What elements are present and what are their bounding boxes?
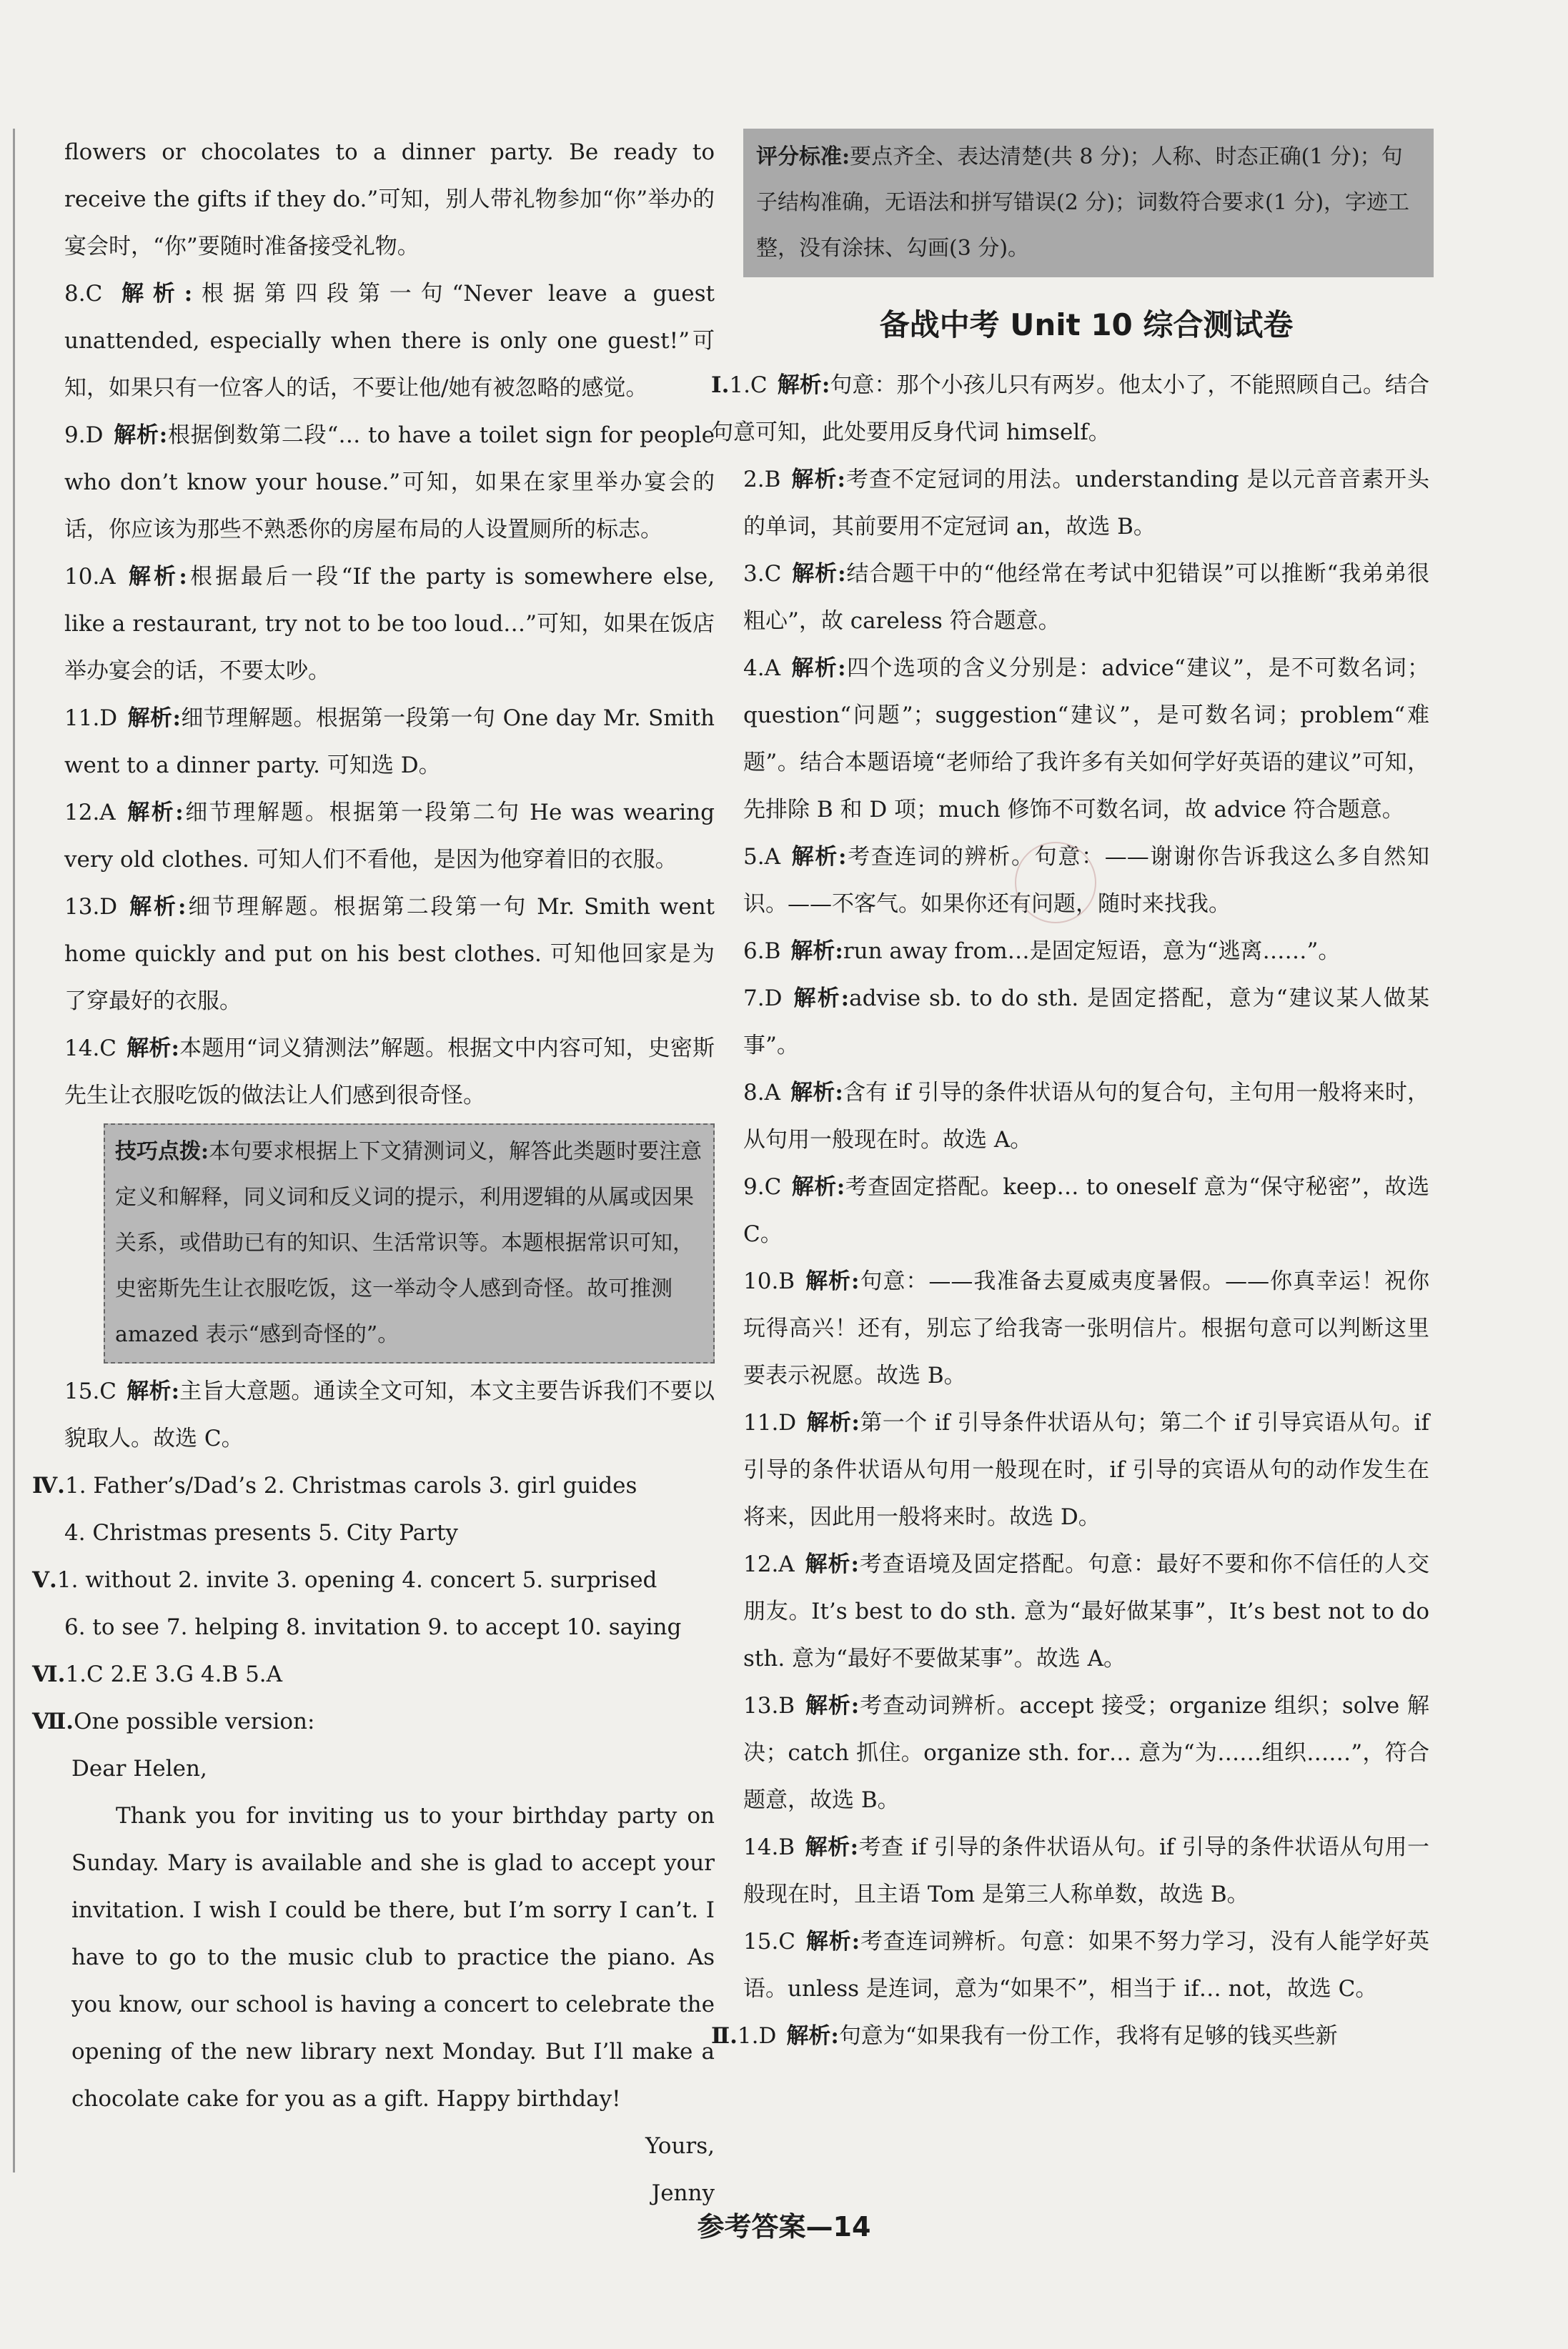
answer-item-r4: 4.A 解析:四个选项的含义分别是：advice“建议”，是不可数名词；question“问题”；suggestion“建议”，是可数名词；problem“难题”。结合本题语境“老师给了我许多有关如何学好英语的建议”可知，先排除 B 和 D 项；much 修饰不可数名词，故 advice 符合题意。 <box>743 655 1429 823</box>
answer-item-r10: 10.B 解析:句意：——我准备去夏威夷度暑假。——你真幸运！祝你玩得高兴！还有，别忘了给我寄一张明信片。根据句意可以判断这里要表示祝愿。故选 B。 <box>743 1268 1429 1389</box>
letter-body: Thank you for inviting us to your birthday party on Sunday. Mary is available and she is glad to accept your invitation. I wish I could be there, but I’m sorry I can’t. I have to go to the music club to practice the piano. As you know, our school is having a concert to celebrate the opening of the new library next Monday. But I’ll make a chocolate cake for you as a gift. Happy birthday! <box>71 1803 715 2112</box>
answer-item-r9: 9.C 解析:考查固定搭配。keep… to oneself 意为“保守秘密”，故选 C。 <box>743 1174 1429 1247</box>
answer-item-9: 9.D 解析:根据倒数第二段“… to have a toilet sign for people who don’t know your house.”可知，如果在家里举办宴会的话，你应该为那些不熟悉你的房屋布局的人设置厕所的标志。 <box>64 422 715 542</box>
section-5-line2: 6. to see 7. helping 8. invitation 9. to accept 10. saying <box>64 1614 682 1640</box>
answer-item-r3: 3.C 解析:结合题干中的“他经常在考试中犯错误”可以推断“我弟弟很粗心”，故 careless 符合题意。 <box>743 561 1429 634</box>
letter-closing: Yours, <box>645 2133 715 2159</box>
margin-rule <box>13 129 15 2172</box>
answer-item-r12: 12.A 解析:考查语境及固定搭配。句意：最好不要和你不信任的人交朋友。It’s best to do sth. 意为“最好做某事”，It’s best not to do sth. 意为“最好不要做某事”。故选 A。 <box>743 1551 1429 1672</box>
section-title: 备战中考 Unit 10 综合测试卷 <box>879 307 1294 342</box>
answer-item-12: 12.A 解析:细节理解题。根据第一段第二句 He was wearing very old clothes. 可知人们不看他，是因为他穿着旧的衣服。 <box>64 800 715 873</box>
answer-item-r11: 11.D 解析:第一个 if 引导条件状语从句；第二个 if 引导宾语从句。if 引导的条件状语从句用一般现在时，if 引导的宾语从句的动作发生在将来，因此用一般将来时。故选 D。 <box>743 1410 1429 1530</box>
answer-item-r6: 6.B 解析:run away from…是固定短语，意为“逃离……”。 <box>743 938 1341 964</box>
answer-item-r2: 2.B 解析:考查不定冠词的用法。understanding 是以元音音素开头的单词，其前要用不定冠词 an，故选 B。 <box>743 467 1429 540</box>
answer-item-8: 8.C 解析:根据第四段第一句“Never leave a guest unattended, especially when there is only one guest!”可知，如果只有一位客人的话，不要让他/她有被忽略的感觉。 <box>64 281 715 401</box>
answer-item-r8: 8.A 解析:含有 if 引导的条件状语从句的复合句，主句用一般将来时，从句用一般现在时。故选 A。 <box>743 1080 1430 1153</box>
answer-item-r14: 14.B 解析:考查 if 引导的条件状语从句。if 引导的条件状语从句用一般现在时，且主语 Tom 是第三人称单数，故选 B。 <box>743 1834 1429 1907</box>
section-2-item-1: Ⅱ.1.D 解析:句意为“如果我有一份工作，我将有足够的钱买些新 <box>711 2023 1338 2049</box>
letter-signature: Jenny <box>651 2180 715 2206</box>
letter-greeting: Dear Helen, <box>71 1756 207 1782</box>
answer-item-r5: 5.A 解析:考查连词的辨析。句意：——谢谢你告诉我这么多自然知识。——不客气。如果你还有问题，随时来找我。 <box>743 844 1429 917</box>
section-4: Ⅳ.1. Father’s/Dad’s 2. Christmas carols 3. girl guides <box>32 1473 637 1499</box>
answer-item-10: 10.A 解析:根据最后一段“If the party is somewhere else, like a restaurant, try not to be too loud…”可知，如果在饭店举办宴会的话，不要太吵。 <box>64 564 715 684</box>
answer-item-r13: 13.B 解析:考查动词辨析。accept 接受；organize 组织；solve 解决；catch 抓住。organize sth. for… 意为“为……组织……”，符合题意，故选 B。 <box>743 1693 1429 1813</box>
left-column <box>32 129 715 2217</box>
section-7: Ⅶ.One possible version: <box>32 1709 315 1734</box>
section-4-line2: 4. Christmas presents 5. City Party <box>64 1520 458 1546</box>
answer-item-13: 13.D 解析:细节理解题。根据第二段第一句 Mr. Smith went home quickly and put on his best clothes. 可知他回家是为了穿最好的衣服。 <box>64 894 715 1014</box>
page-footer: 参考答案—14 <box>697 2211 871 2243</box>
answer-item-r15: 15.C 解析:考查连词辨析。句意：如果不努力学习，没有人能学好英语。unless 是连词，意为“如果不”，相当于 if… not，故选 C。 <box>743 1929 1429 2002</box>
scoring-criteria-box: 评分标准:要点齐全、表达清楚(共 8 分)；人称、时态正确(1 分)；句子结构准确，无语法和拼写错误(2 分)；词数符合要求(1 分)，字迹工整，没有涂抹、勾画(3 分)。 <box>743 129 1434 277</box>
section-5: Ⅴ.1. without 2. invite 3. opening 4. concert 5. surprised <box>32 1567 658 1593</box>
answer-item-r1: Ⅰ.1.C 解析:句意：那个小孩儿只有两岁。他太小了，不能照顾自己。结合句意可知，此处要用反身代词 himself。 <box>711 372 1429 445</box>
answer-item: flowers or chocolates to a dinner party. Be ready to receive the gifts if they do.”可知，别人带礼物参加“你”举办的宴会时，“你”要随时准备接受礼物。 <box>64 139 715 259</box>
answer-item-14: 14.C 解析:本题用“词义猜测法”解题。根据文中内容可知，史密斯先生让衣服吃饭的做法让人们感到很奇怪。 <box>64 1036 715 1108</box>
homework-stamp <box>1015 842 1096 923</box>
tip-box: 技巧点拨:本句要求根据上下文猜测词义，解答此类题时要注意定义和解释，同义词和反义词的提示，利用逻辑的从属或因果关系，或借助已有的知识、生活常识等。本题根据常识可知，史密斯先生让衣服吃饭，这一举动令人感到奇怪。故可推测 amazed 表示“感到奇怪的”。 <box>104 1123 715 1364</box>
answer-item-r7: 7.D 解析:advise sb. to do sth. 是固定搭配，意为“建议某人做某事”。 <box>743 985 1429 1058</box>
answer-item-11: 11.D 解析:细节理解题。根据第一段第一句 One day Mr. Smith went to a dinner party. 可知选 D。 <box>64 705 715 778</box>
right-column <box>711 129 1430 2060</box>
answer-item-15: 15.C 解析:主旨大意题。通读全文可知，本文主要告诉我们不要以貌取人。故选 C。 <box>64 1379 715 1451</box>
section-6: Ⅵ.1.C 2.E 3.G 4.B 5.A <box>32 1662 283 1687</box>
